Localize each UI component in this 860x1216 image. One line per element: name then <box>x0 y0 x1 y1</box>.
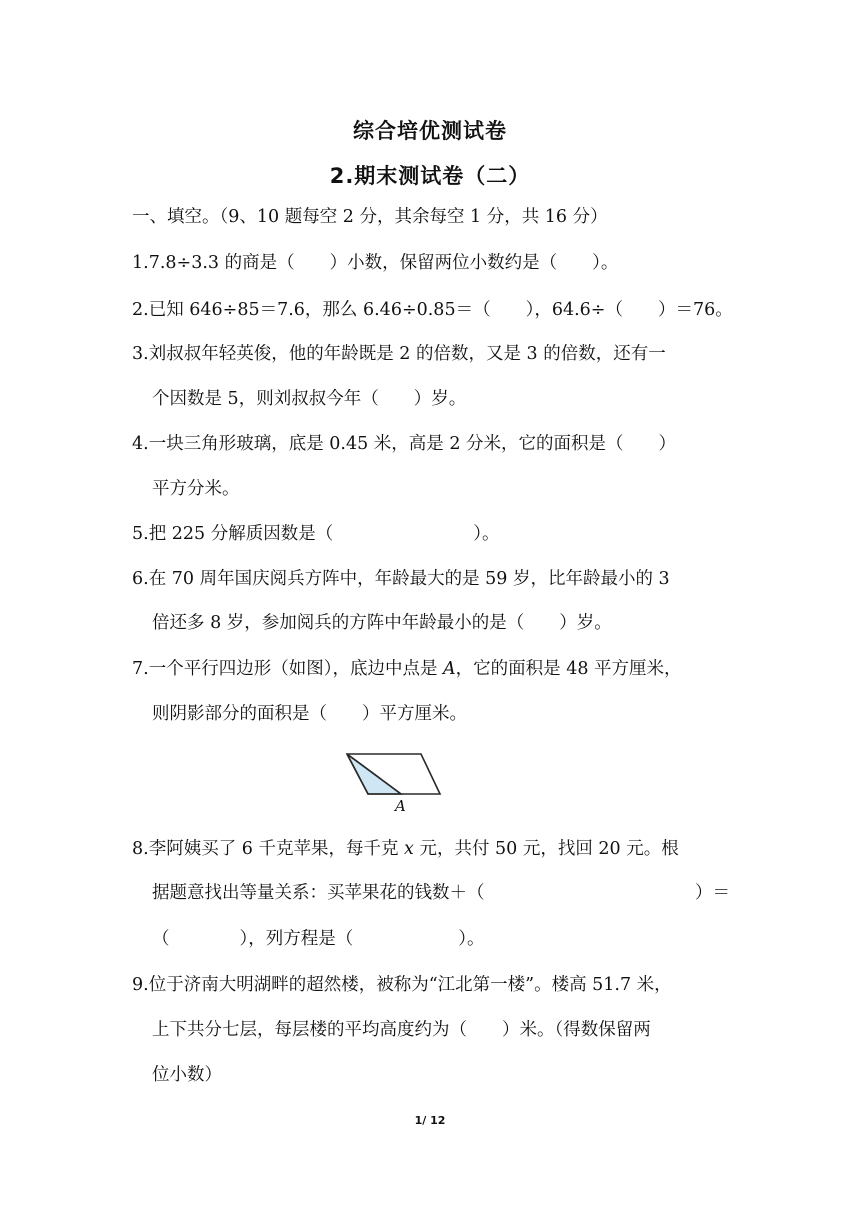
question-4-line-2: 平方分米。 <box>152 479 240 499</box>
question-7-text-b: ，它的面积是 48 平方厘米， <box>455 659 682 679</box>
question-7-line-2: 则阴影部分的面积是（ ）平方厘米。 <box>152 704 467 724</box>
page-number: 1/ 12 <box>414 1114 446 1127</box>
question-3-line-2: 个因数是 5，则刘叔叔今年（ ）岁。 <box>152 389 467 409</box>
question-5: 5.把 225 分解质因数是（ ）。 <box>132 524 500 544</box>
question-7-text-a: 7.一个平行四边形（如图），底边中点是 <box>132 659 444 679</box>
question-9-line-1: 9.位于济南大明湖畔的超然楼，被称为“江北第一楼”。楼高 51.7 米， <box>132 975 672 995</box>
question-9-line-3: 位小数） <box>152 1065 222 1085</box>
question-8-line-3: （ ），列方程是（ ）。 <box>152 929 485 949</box>
question-8-line-2-right: ）＝ <box>695 883 730 903</box>
question-8-line-1 <box>132 836 679 862</box>
question-4-line-1: 4.一块三角形玻璃，底是 0.45 米，高是 2 分米，它的面积是（ ） <box>132 434 677 454</box>
question-6-line-1: 6.在 70 周年国庆阅兵方阵中，年龄最大的是 59 岁，比年龄最小的 3 <box>132 569 670 589</box>
question-8-line-2 <box>152 880 730 906</box>
question-8-variable: x <box>404 839 414 859</box>
page-title: 综合培优测试卷 <box>353 119 507 143</box>
question-8-text-a: 8.李阿姨买了 6 千克苹果，每千克 <box>132 839 405 859</box>
question-8-text-b: 元，共付 50 元，找回 20 元。根 <box>413 839 679 859</box>
question-6-line-2: 倍还多 8 岁，参加阅兵的方阵中年龄最小的是（ ）岁。 <box>152 613 612 633</box>
question-7-variable: A <box>443 659 456 679</box>
page-subtitle: 2.期末测试卷（二） <box>329 164 531 188</box>
question-2: 2.已知 646÷85＝7.6，那么 6.46÷0.85＝（ ），64.6÷（ ）＝76。 <box>132 300 733 320</box>
question-9-line-2: 上下共分七层，每层楼的平均高度约为（ ）米。（得数保留两 <box>152 1020 651 1040</box>
question-8-line-2-left: 据题意找出等量关系：买苹果花的钱数＋（ <box>152 883 485 903</box>
question-7-line-1 <box>132 656 682 682</box>
question-3-line-1: 3.刘叔叔年轻英俊，他的年龄既是 2 的倍数，又是 3 的倍数，还有一 <box>132 344 666 364</box>
point-a-label: A <box>395 797 406 814</box>
section-heading: 一、填空。（9、10 题每空 2 分，其余每空 1 分，共 16 分） <box>132 207 608 227</box>
parallelogram-figure <box>340 748 450 818</box>
parallelogram-svg <box>340 748 450 814</box>
question-1: 1.7.8÷3.3 的商是（ ）小数，保留两位小数约是（ ）。 <box>132 253 619 273</box>
